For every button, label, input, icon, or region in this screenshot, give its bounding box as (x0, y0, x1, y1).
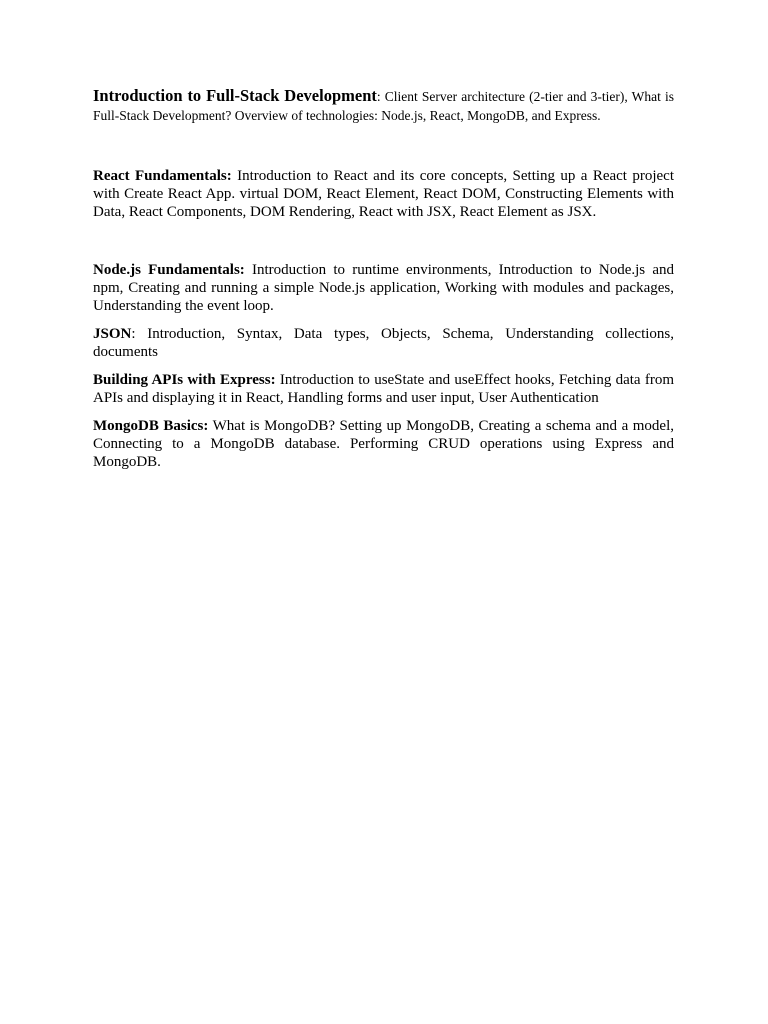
section-body: What is MongoDB? Setting up MongoDB, Creating a schema and a model, Connecting to a MongoDB database. Performing CRUD operations using Express and MongoDB. (93, 418, 674, 470)
section-building-apis (93, 371, 674, 407)
section-heading: Node.js Fundamentals: (93, 262, 245, 278)
section-intro-fullstack (93, 86, 674, 125)
section-body: : Introduction, Syntax, Data types, Objects, Schema, Understanding collections, documents (93, 326, 674, 360)
section-heading: Building APIs with Express: (93, 372, 276, 388)
section-heading: Introduction to Full-Stack Development (93, 86, 377, 105)
section-json (93, 325, 674, 361)
section-heading: JSON (93, 326, 132, 342)
section-body: Introduction to runtime environments, Introduction to Node.js and npm, Creating and running a simple Node.js application, Working with modules and packages, Understanding the event loop. (93, 262, 674, 314)
document-page (93, 86, 674, 471)
section-body: Introduction to React and its core concepts, Setting up a React project with Create React App. virtual DOM, React Element, React DOM, Constructing Elements with Data, React Components, DOM Rendering, React with JSX, React Element as JSX. (93, 168, 674, 220)
section-nodejs-fundamentals (93, 261, 674, 315)
section-body: : Client Server architecture (2-tier and 3-tier), What is Full-Stack Development? Overview of technologies: Node.js, React, MongoDB, and Express. (93, 89, 674, 123)
section-heading: React Fundamentals: (93, 168, 232, 184)
section-mongodb-basics (93, 417, 674, 471)
section-react-fundamentals (93, 167, 674, 221)
section-body: Introduction to useState and useEffect hooks, Fetching data from APIs and displaying it in React, Handling forms and user input, User Authentication (93, 372, 675, 406)
section-heading: MongoDB Basics: (93, 418, 209, 434)
